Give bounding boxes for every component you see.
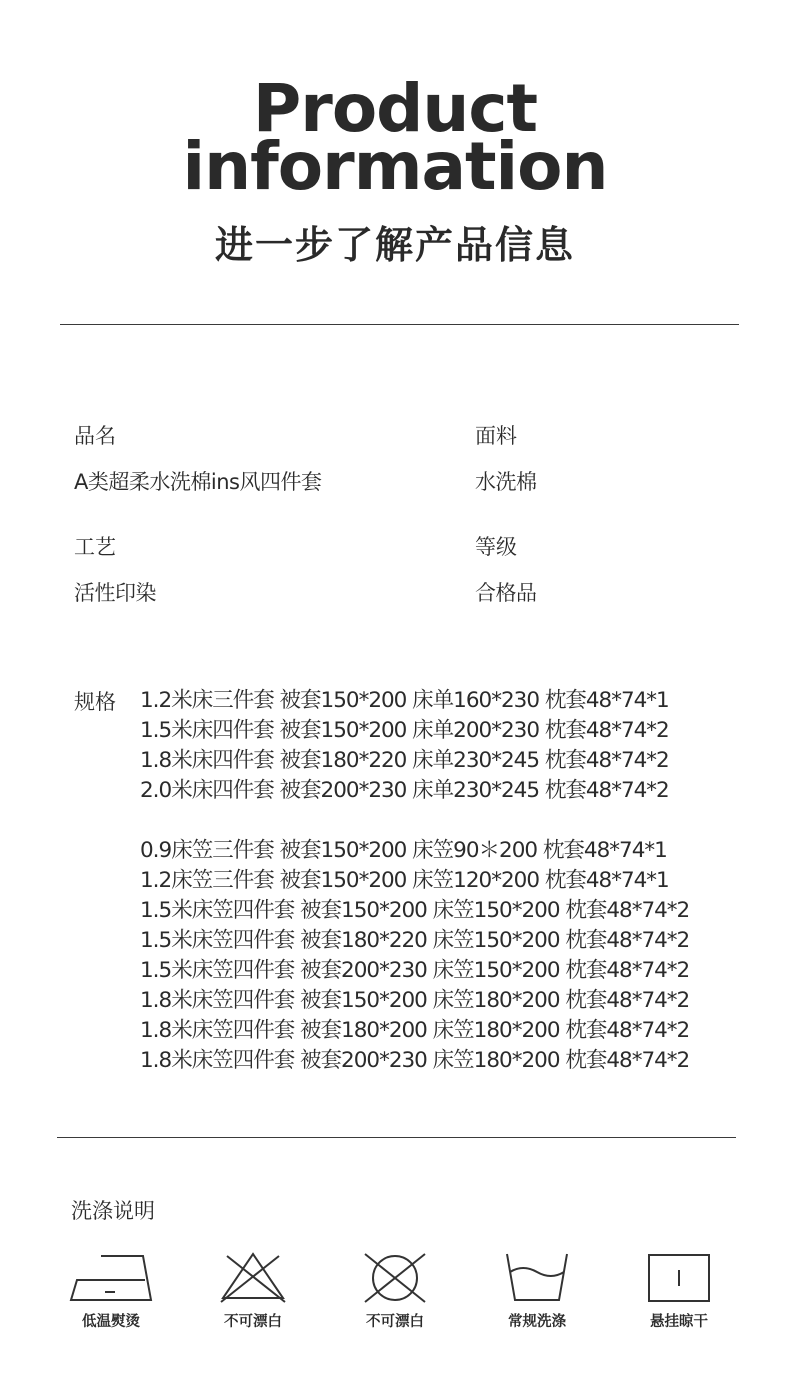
spec-row: 1.8米床四件套 被套180*220 床单230*245 枕套48*74*2 [140, 748, 669, 773]
care-item-hang-dry [619, 1252, 739, 1331]
field-value: 合格品 [475, 581, 537, 605]
wash-tub-icon [489, 1252, 585, 1304]
care-item-iron [51, 1252, 171, 1331]
field-value: 水洗棉 [475, 470, 537, 494]
field-label: 工艺 [74, 535, 116, 559]
divider-top [60, 324, 739, 325]
field-label: 等级 [475, 535, 517, 559]
field-value: 活性印染 [74, 581, 156, 605]
field-craft [74, 531, 156, 607]
care-label: 不可漂白 [366, 1314, 424, 1330]
field-fabric [475, 420, 537, 496]
care-label: 悬挂晾干 [650, 1314, 708, 1330]
spec-label: 规格 [74, 690, 116, 714]
care-label: 低温熨烫 [82, 1314, 140, 1330]
care-item-no-bleach [193, 1252, 313, 1331]
field-label: 面料 [475, 424, 517, 448]
spec-row: 1.8米床笠四件套 被套180*200 床笠180*200 枕套48*74*2 [140, 1018, 690, 1043]
care-item-wash [477, 1252, 597, 1331]
iron-low-icon [63, 1252, 159, 1304]
spec-row: 0.9床笠三件套 被套150*200 床笠90＊200 枕套48*74*1 [140, 838, 667, 863]
care-item-no-dry-clean [335, 1252, 455, 1331]
spec-list [140, 686, 689, 1076]
spec-row: 1.5米床四件套 被套150*200 床单200*230 枕套48*74*2 [140, 718, 669, 743]
divider-middle [57, 1137, 736, 1138]
spec-spacer [140, 806, 689, 836]
spec-row: 1.8米床笠四件套 被套200*230 床笠180*200 枕套48*74*2 [140, 1048, 690, 1073]
care-label: 常规洗涤 [508, 1314, 566, 1330]
spec-row: 1.2床笠三件套 被套150*200 床笠120*200 枕套48*74*1 [140, 868, 669, 893]
no-dry-clean-icon [347, 1252, 443, 1304]
spec-row: 1.5米床笠四件套 被套200*230 床笠150*200 枕套48*74*2 [140, 958, 690, 983]
field-label: 品名 [74, 424, 116, 448]
spec-row: 2.0米床四件套 被套200*230 床单230*245 枕套48*74*2 [140, 778, 669, 803]
field-product-name [74, 420, 321, 496]
field-value: A类超柔水洗棉ins风四件套 [74, 470, 322, 494]
page-header [0, 70, 790, 269]
spec-row: 1.8米床笠四件套 被套150*200 床笠180*200 枕套48*74*2 [140, 988, 690, 1013]
care-title: 洗涤说明 [71, 1199, 155, 1223]
title-line-2: information [182, 128, 608, 205]
page-subtitle: 进一步了解产品信息 [214, 223, 575, 267]
no-bleach-icon [205, 1252, 301, 1304]
care-label: 不可漂白 [224, 1314, 282, 1330]
title-line-1: Product [252, 70, 538, 147]
field-grade [475, 531, 537, 607]
spec-row: 1.5米床笠四件套 被套150*200 床笠150*200 枕套48*74*2 [140, 898, 690, 923]
spec-row: 1.5米床笠四件套 被套180*220 床笠150*200 枕套48*74*2 [140, 928, 690, 953]
spec-row: 1.2米床三件套 被套150*200 床单160*230 枕套48*74*1 [140, 688, 669, 713]
hang-dry-icon [631, 1252, 727, 1304]
